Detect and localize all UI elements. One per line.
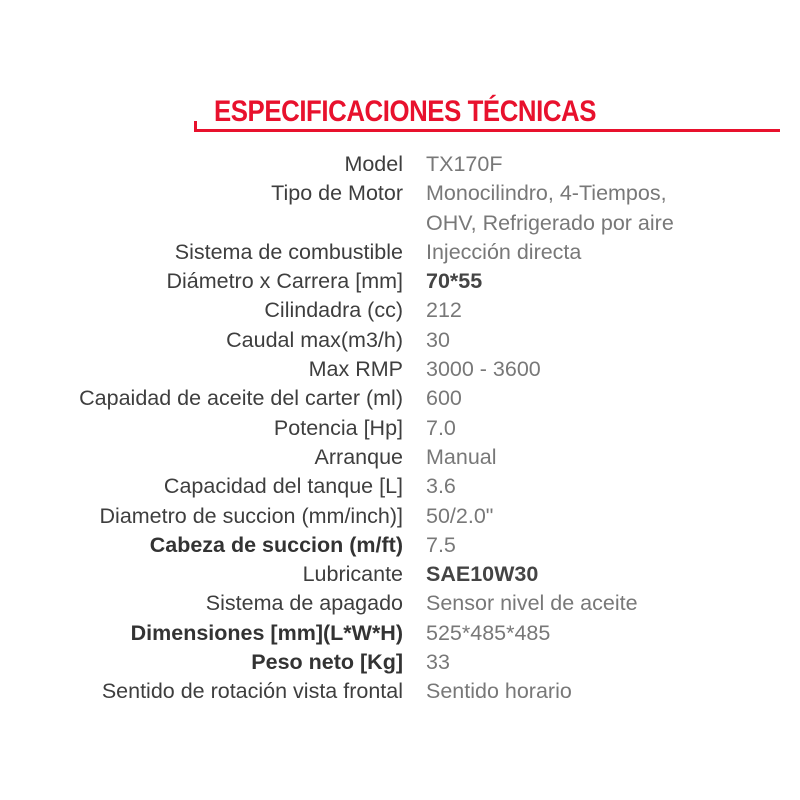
spec-label: Model <box>344 152 403 176</box>
spec-row-net-weight <box>0 648 800 677</box>
spec-label: Diametro de succion (mm/inch)] <box>99 503 403 528</box>
spec-value: 70*55 <box>426 269 483 294</box>
spec-row-rotation <box>0 677 800 706</box>
spec-row-max-flow <box>0 326 800 355</box>
spec-label: Cabeza de succion (m/ft) <box>149 532 403 557</box>
title-underline <box>195 129 780 132</box>
spec-label: Caudal max(m3/h) <box>226 327 403 352</box>
spec-value: Sentido horario <box>426 679 572 704</box>
spec-row-oil-capacity <box>0 384 800 413</box>
spec-label: Lubricante <box>302 562 403 587</box>
spec-value: Injección directa <box>426 239 582 264</box>
spec-value: 3000 - 3600 <box>426 357 541 382</box>
spec-label: Tipo de Motor <box>271 181 403 206</box>
spec-value: 7.0 <box>426 415 456 440</box>
spec-label: Peso neto [Kg] <box>251 650 403 675</box>
spec-label: Capaidad de aceite del carter (ml) <box>79 386 403 411</box>
spec-label: Sistema de combustible <box>174 239 403 264</box>
spec-value: 525*485*485 <box>426 620 551 645</box>
spec-label: Sentido de rotación vista frontal <box>101 679 403 704</box>
spec-label: Cilindadra (cc) <box>264 298 403 323</box>
spec-value: 212 <box>426 298 462 323</box>
spec-label: Sistema de apagado <box>205 591 403 616</box>
spec-value: 600 <box>426 386 462 411</box>
spec-label: Potencia [Hp] <box>273 415 403 440</box>
spec-row-lubricant <box>0 560 800 589</box>
spec-row-suction-head <box>0 531 800 560</box>
section-title: ESPECIFICACIONES TÉCNICAS <box>214 95 597 128</box>
spec-label: Dimensiones [mm](L*W*H) <box>130 620 403 645</box>
spec-label: Arranque <box>314 444 403 469</box>
spec-value: 30 <box>426 327 450 352</box>
spec-row-model <box>0 150 800 179</box>
spec-row-max-rpm <box>0 355 800 384</box>
spec-row-tank-capacity <box>0 472 800 501</box>
spec-row-start <box>0 443 800 472</box>
spec-row-fuel-system <box>0 238 800 267</box>
spec-value: SAE10W30 <box>426 562 539 587</box>
spec-table <box>0 150 800 707</box>
spec-value: Sensor nivel de aceite <box>426 591 638 616</box>
spec-row-power <box>0 414 800 443</box>
spec-row-shutdown-system <box>0 589 800 618</box>
spec-value: 7.5 <box>426 532 456 557</box>
spec-value: Manual <box>426 444 497 469</box>
spec-value: TX170F <box>426 152 503 176</box>
spec-value-line: OHV, Refrigerado por aire <box>426 210 674 235</box>
spec-value: 3.6 <box>426 474 456 499</box>
spec-label: Max RMP <box>308 357 403 382</box>
spec-row-suction-diameter <box>0 502 800 531</box>
spec-value: 33 <box>426 650 450 675</box>
spec-value: 50/2.0" <box>426 503 494 528</box>
spec-row-dimensions <box>0 619 800 648</box>
spec-label: Diámetro x Carrera [mm] <box>166 269 403 294</box>
spec-value-line: Monocilindro, 4-Tiempos, <box>426 181 667 206</box>
spec-row-displacement <box>0 296 800 325</box>
spec-row-bore-stroke <box>0 267 800 296</box>
spec-value <box>403 179 674 238</box>
spec-row-engine-type <box>0 179 800 238</box>
spec-label: Capacidad del tanque [L] <box>163 474 403 499</box>
